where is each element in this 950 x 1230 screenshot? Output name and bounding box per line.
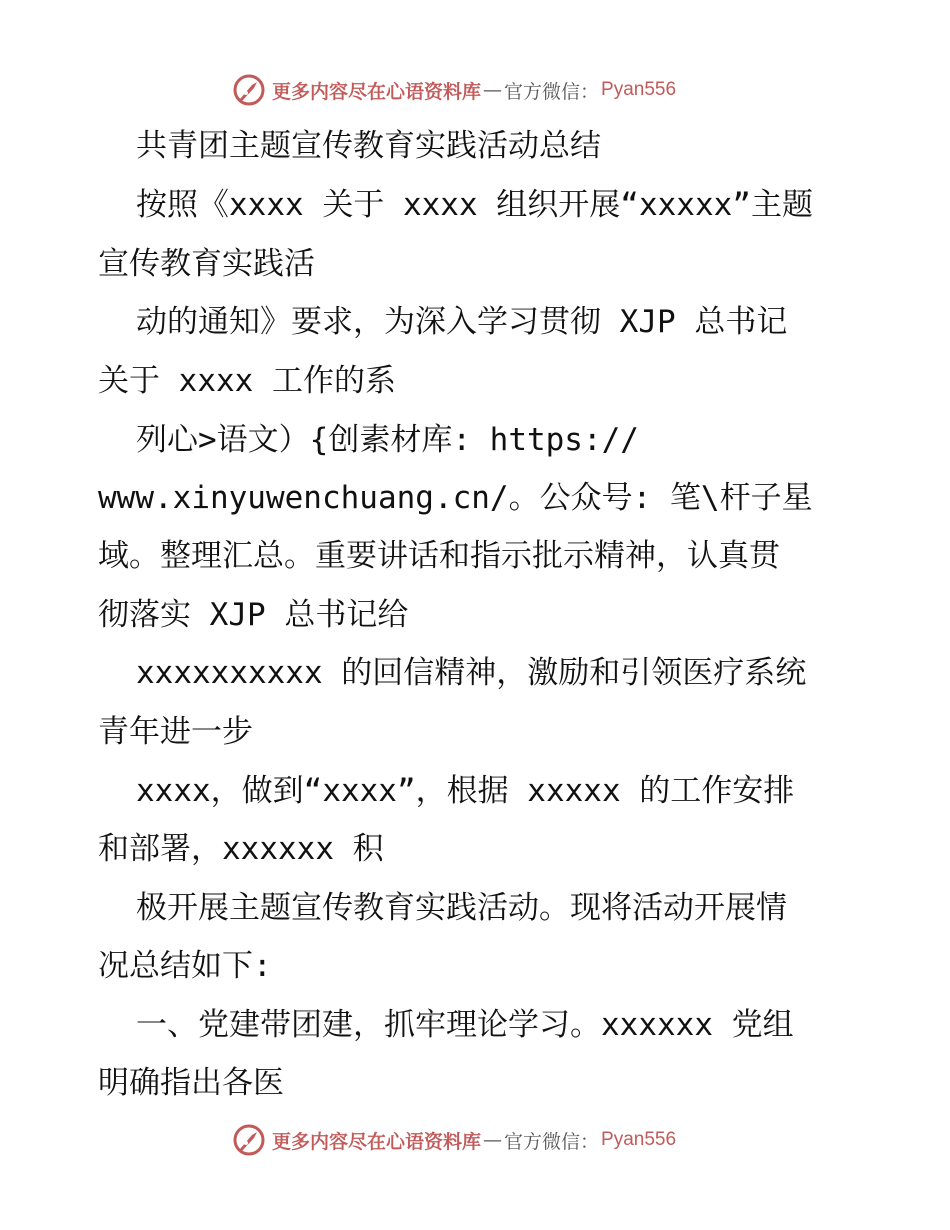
- banner-main-text: 更多内容尽在心语资料库: [272, 80, 482, 103]
- paragraph-line: 极开展主题宣传教育实践活动。现将活动开展情: [136, 890, 787, 926]
- header-banner: [232, 70, 752, 110]
- paragraph-line: 域。整理汇总。重要讲话和指示批示精神，认真贯: [98, 538, 780, 574]
- paragraph-line: 按照《xxxx 关于 xxxx 组织开展“xxxxx”主题: [136, 187, 813, 223]
- paragraph-line: xxxx，做到“xxxx”，根据 xxxxx 的工作安排: [136, 773, 795, 809]
- banner-wechat-label: 官方微信：: [504, 1130, 600, 1153]
- paragraph-line: xxxxxxxxxx 的回信精神，激励和引领医疗系统: [136, 655, 807, 691]
- banner-wechat-label: 官方微信：: [504, 80, 600, 103]
- paragraph-line: 宣传教育实践活: [98, 246, 315, 282]
- document-title: 共青团主题宣传教育实践活动总结: [136, 128, 601, 164]
- paragraph-line: 关于 xxxx 工作的系: [98, 363, 396, 399]
- section-heading-line: 一、党建带团建，抓牢理论学习。xxxxxx 党组: [136, 1007, 794, 1043]
- paragraph-line: 彻落实 XJP 总书记给: [98, 597, 409, 633]
- footer-banner: [232, 1120, 752, 1160]
- banner-separator: —: [483, 1129, 503, 1151]
- pen-nib-logo-icon: [232, 73, 266, 107]
- pen-nib-logo-icon: [232, 1123, 266, 1157]
- banner-wechat-id: Pyan556: [601, 1129, 677, 1150]
- paragraph-line: 况总结如下:: [98, 948, 272, 984]
- paragraph-line: 动的通知》要求，为深入学习贯彻 XJP 总书记: [136, 304, 788, 340]
- paragraph-line: 和部署，xxxxxx 积: [98, 831, 384, 867]
- paragraph-line: 青年进一步: [98, 714, 253, 750]
- paragraph-line: www.xinyuwenchuang.cn/。公众号: 笔\杆子星: [98, 480, 813, 516]
- banner-wechat-id: Pyan556: [601, 79, 677, 100]
- paragraph-line: 明确指出各医: [98, 1065, 284, 1101]
- banner-separator: —: [483, 79, 503, 101]
- paragraph-line: 列心>语文）{创素材库: https://: [136, 422, 639, 458]
- banner-main-text: 更多内容尽在心语资料库: [272, 1130, 482, 1153]
